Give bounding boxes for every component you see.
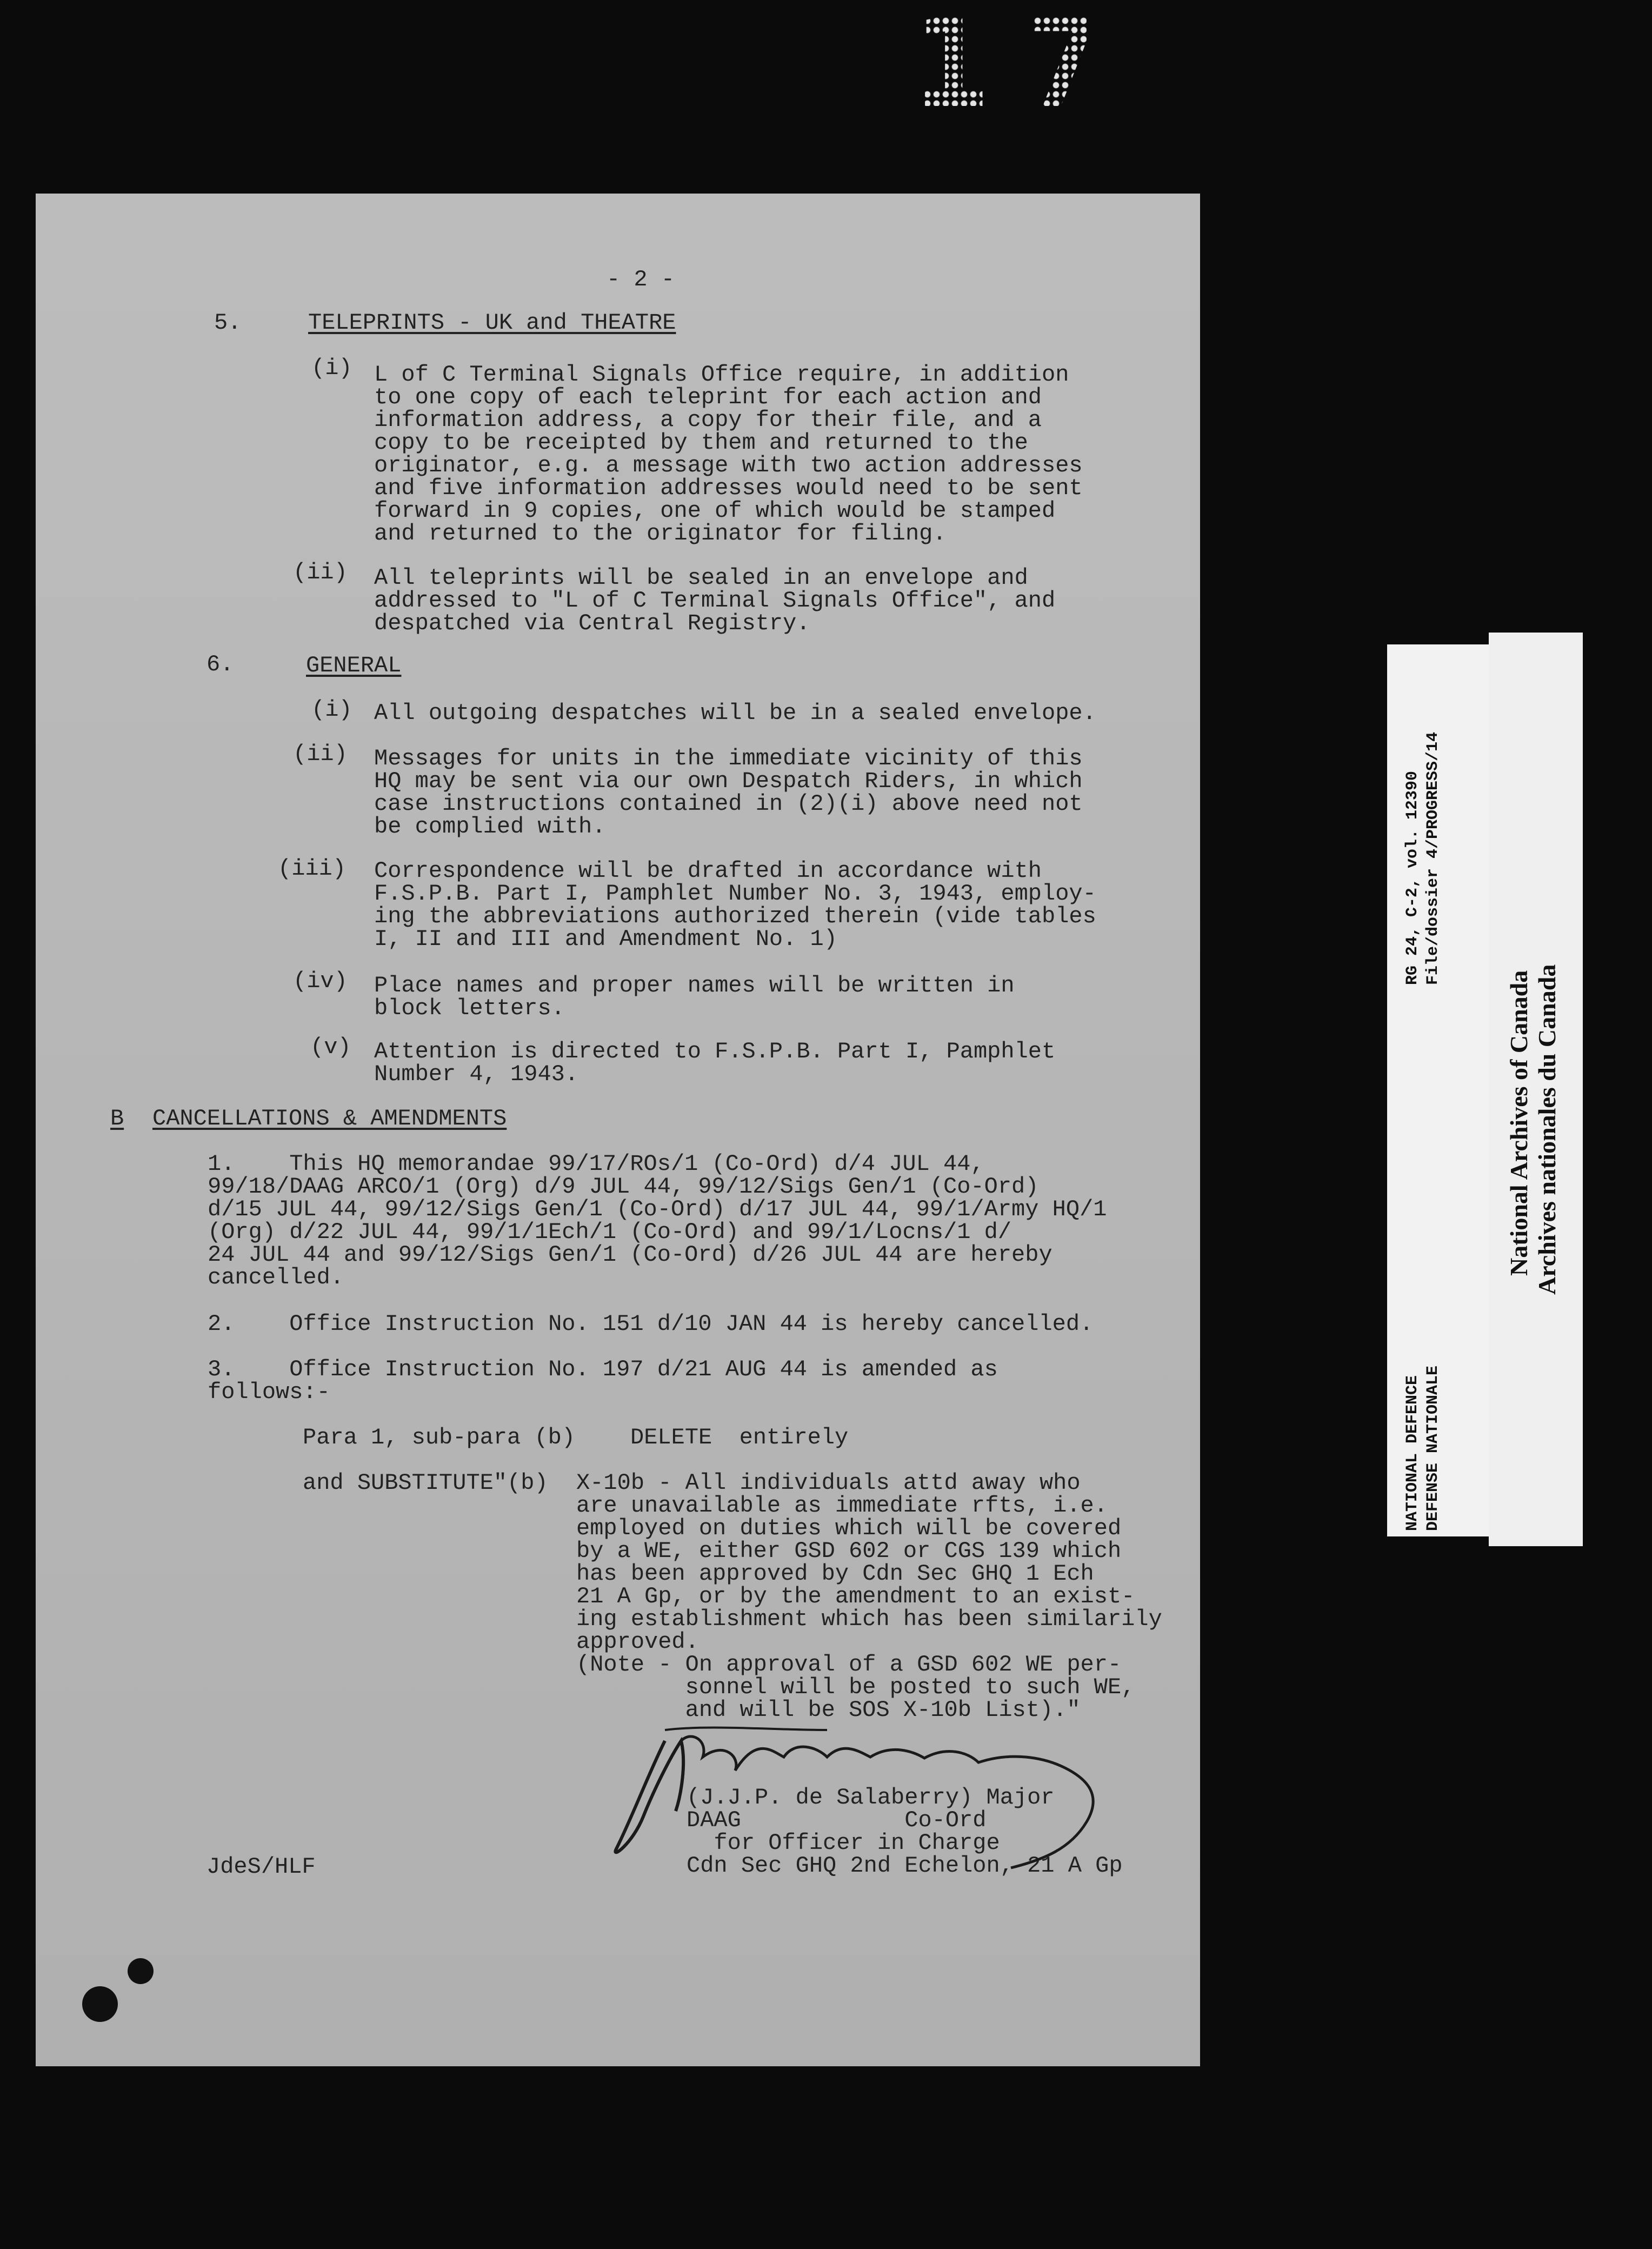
para-sub-para-line: Para 1, sub-para (b) [303, 1425, 576, 1450]
text-line: Correspondence will be drafted in accordance with [374, 858, 1042, 884]
section-6-number: 6. [206, 651, 234, 677]
text-line: be complied with. [374, 814, 606, 840]
section-5-i-label: (i) [311, 355, 352, 381]
text-line: ing the abbreviations authorized therein (vide tables [374, 903, 1096, 929]
delete-instruction: DELETE entirely [630, 1425, 849, 1450]
handwritten-signature [600, 1719, 1157, 1854]
text-line: All teleprints will be sealed in an envelope and [374, 565, 1028, 591]
text-line: approved. [576, 1629, 699, 1655]
text-line: (Org) d/22 JUL 44, 99/1/1Ech/1 (Co-Ord) and 99/1/Locns/1 d/ [208, 1219, 1012, 1245]
text-line: despatched via Central Registry. [374, 610, 810, 636]
text-line: 21 A Gp, or by the amendment to an exist- [576, 1583, 1135, 1609]
section-6-v-label: (v) [310, 1034, 351, 1060]
archive-ref-line-1: RG 24, C-2, vol. 12390 [1403, 770, 1422, 985]
punch-hole [128, 1958, 154, 1984]
text-line: L of C Terminal Signals Office require, in addition [374, 362, 1069, 388]
text-line: 3. Office Instruction No. 197 d/21 AUG 44 is amended as [208, 1356, 998, 1382]
text-line: F.S.P.B. Part I, Pamphlet Number No. 3, 1943, employ- [374, 881, 1096, 907]
text-line: (Note - On approval of a GSD 602 WE per- [576, 1652, 1122, 1678]
frame-number: 17 [914, 0, 1139, 136]
text-line: HQ may be sent via our own Despatch Riders, in which [374, 768, 1083, 794]
punch-hole [82, 1986, 118, 2022]
signatory-unit: Cdn Sec GHQ 2nd Echelon, 21 A Gp [687, 1853, 1123, 1879]
substitute-label: and SUBSTITUTE"(b) [303, 1470, 548, 1496]
text-line: and returned to the originator for filing. [374, 521, 947, 547]
signatory-for: for Officer in Charge [687, 1830, 1000, 1856]
text-line: d/15 JUL 44, 99/12/Sigs Gen/1 (Co-Ord) d/17 JUL 44, 99/1/Army HQ/1 [208, 1196, 1107, 1222]
text-line: I, II and III and Amendment No. 1) [374, 926, 837, 952]
text-line: Messages for units in the immediate vicinity of this [374, 746, 1083, 771]
section-6-iv-label: (iv) [293, 968, 348, 994]
dept-line-1: NATIONAL DEFENCE [1403, 1375, 1422, 1531]
text-line: are unavailable as immediate rfts, i.e. [576, 1493, 1108, 1519]
page-number: - 2 - [607, 267, 675, 292]
text-line: to one copy of each teleprint for each action and [374, 384, 1042, 410]
section-b-letter: B [110, 1106, 124, 1132]
archives-label-strip [1489, 633, 1583, 1546]
signatory-role: DAAG Co-Ord [687, 1807, 987, 1833]
text-line: 1. This HQ memorandae 99/17/ROs/1 (Co-Ord) d/4 JUL 44, [208, 1151, 984, 1177]
text-line: forward in 9 copies, one of which would be stamped [374, 498, 1056, 524]
text-line: 24 JUL 44 and 99/12/Sigs Gen/1 (Co-Ord) d/26 JUL 44 are hereby [208, 1242, 1053, 1268]
text-line: sonnel will be posted to such WE, [576, 1674, 1135, 1700]
section-6-heading: GENERAL [306, 653, 402, 678]
section-5-ii-label: (ii) [293, 560, 348, 585]
text-line: 99/18/DAAG ARCO/1 (Org) d/9 JUL 44, 99/12/Sigs Gen/1 (Co-Ord) [208, 1174, 1039, 1200]
frame-number-stamp [914, 0, 1139, 136]
reference-initials: JdeS/HLF [206, 1854, 316, 1880]
text-line: ing establishment which has been similarily [576, 1606, 1162, 1632]
text-line: X-10b - All individuals attd away who [576, 1470, 1081, 1496]
text-line: and will be SOS X-10b List)." [576, 1697, 1081, 1723]
archives-english: National Archives of Canada [1505, 970, 1533, 1276]
text-line: by a WE, either GSD 602 or CGS 139 which [576, 1538, 1122, 1564]
section-5-number: 5. [214, 310, 242, 336]
signatory-name: (J.J.P. de Salaberry) Major [687, 1785, 1055, 1811]
text-line: addressed to "L of C Terminal Signals Office", and [374, 588, 1056, 614]
text-line: copy to be receipted by them and returned to the [374, 430, 1028, 456]
text-line: block letters. [374, 995, 565, 1021]
text-line: and five information addresses would need to be sent [374, 475, 1083, 501]
text-line: follows:- [208, 1379, 330, 1405]
text-line: cancelled. [208, 1265, 344, 1290]
section-b-heading: CANCELLATIONS & AMENDMENTS [152, 1106, 507, 1132]
archive-reference-strip [1387, 644, 1489, 1536]
section-6-i-text: All outgoing despatches will be in a sealed envelope. [374, 700, 1096, 726]
section-6-i-label: (i) [311, 697, 352, 723]
text-line: information address, a copy for their file, and a [374, 407, 1042, 433]
text-line: employed on duties which will be covered [576, 1515, 1122, 1541]
text-line: originator, e.g. a message with two action addresses [374, 453, 1083, 478]
text-line: Number 4, 1943. [374, 1061, 579, 1087]
text-line: has been approved by Cdn Sec GHQ 1 Ech [576, 1561, 1094, 1587]
dept-line-2: DEFENSE NATIONALE [1424, 1365, 1442, 1531]
text-line: case instructions contained in (2)(i) above need not [374, 791, 1083, 817]
section-b-para-2: 2. Office Instruction No. 151 d/10 JAN 44 is hereby cancelled. [208, 1311, 1094, 1337]
archive-ref-line-2: File/dossier 4/PROGRESS/14 [1424, 731, 1442, 985]
text-line: Attention is directed to F.S.P.B. Part I, Pamphlet [374, 1039, 1056, 1064]
section-6-ii-label: (ii) [293, 741, 348, 767]
section-5-heading: TELEPRINTS - UK and THEATRE [308, 310, 676, 336]
text-line: Place names and proper names will be written in [374, 973, 1015, 999]
archives-french: Archives nationales du Canada [1533, 964, 1561, 1295]
section-6-iii-label: (iii) [278, 856, 347, 882]
